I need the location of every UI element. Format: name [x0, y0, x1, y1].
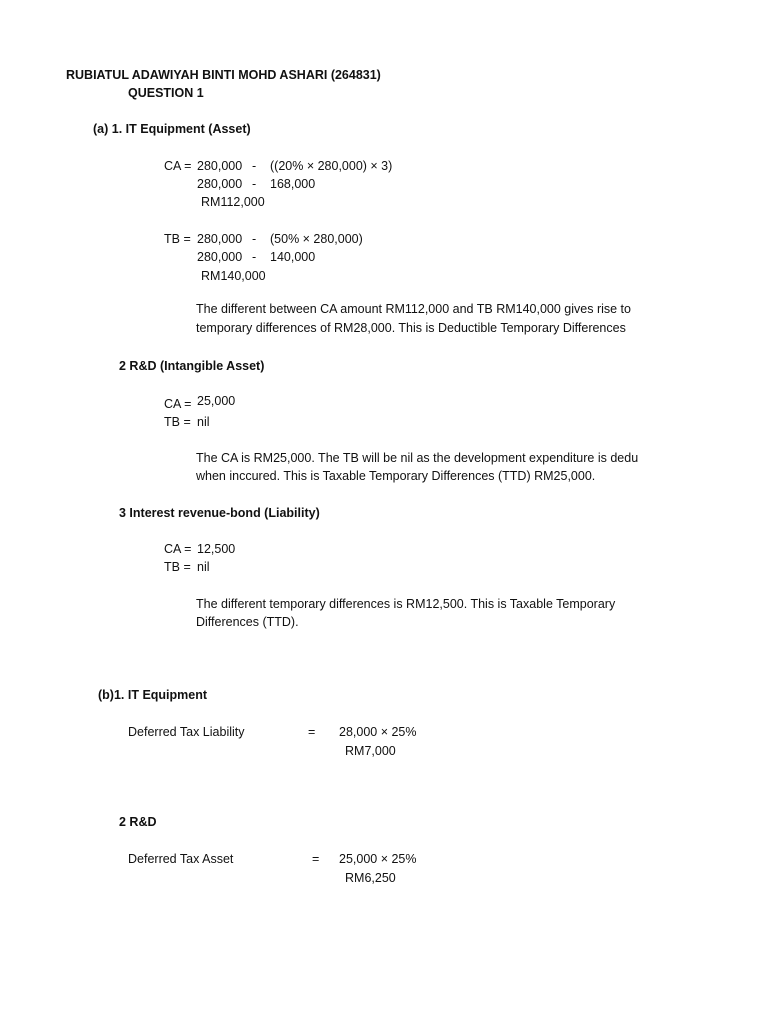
ca-line2-expression: 168,000 — [270, 177, 316, 191]
explanation-line: The CA is RM25,000. The TB will be nil as the development expenditure is dedu — [196, 451, 639, 465]
tb-result: RM140,000 — [201, 269, 266, 283]
deferred-tax-liability-label: Deferred Tax Liability — [128, 725, 245, 739]
ca-value: 25,000 — [197, 394, 236, 408]
tb-line2-value: 280,000 — [197, 250, 243, 264]
tb-label: TB = — [164, 415, 191, 429]
ca-line1-value: 280,000 — [197, 159, 243, 173]
ca-line2-value: 280,000 — [197, 177, 243, 191]
tb-line1-value: 280,000 — [197, 232, 243, 246]
explanation-line: The different between CA amount RM112,000 and TB RM140,000 gives rise to — [196, 302, 631, 316]
part-b-item1-heading: (b)1. IT Equipment — [98, 688, 208, 702]
explanation-line: when inccured. This is Taxable Temporary Differences (TTD) RM25,000. — [196, 469, 596, 483]
part-a-item1-heading: (a) 1. IT Equipment (Asset) — [93, 122, 251, 136]
ca-label: CA = — [164, 542, 192, 556]
equals-sign: = — [312, 852, 320, 866]
deferred-tax-result: RM7,000 — [345, 744, 396, 758]
tb-label: TB = — [164, 560, 191, 574]
explanation-line: The different temporary differences is RM12,500. This is Taxable Temporary — [196, 597, 616, 611]
ca-line1-operator: - — [252, 159, 257, 173]
tb-line1-expression: (50% × 280,000) — [270, 232, 363, 246]
ca-line2-operator: - — [252, 177, 257, 191]
deferred-tax-result: RM6,250 — [345, 871, 396, 885]
tb-label: TB = — [164, 232, 191, 246]
part-b-item2-heading: 2 R&D — [119, 815, 157, 829]
tb-value: nil — [197, 560, 210, 574]
ca-label: CA = — [164, 159, 192, 173]
explanation-line: Differences (TTD). — [196, 615, 299, 629]
equals-sign: = — [308, 725, 316, 739]
explanation-line: temporary differences of RM28,000. This is Deductible Temporary Differences — [196, 321, 626, 335]
tb-line2-operator: - — [252, 250, 257, 264]
ca-result: RM112,000 — [201, 195, 265, 209]
question-title: QUESTION 1 — [128, 86, 204, 100]
ca-label: CA = — [164, 397, 192, 411]
tb-value: nil — [197, 415, 210, 429]
ca-value: 12,500 — [197, 542, 236, 556]
part-a-item3-heading: 3 Interest revenue-bond (Liability) — [119, 506, 320, 520]
ca-line1-expression: ((20% × 280,000) × 3) — [270, 159, 393, 173]
tb-line1-operator: - — [252, 232, 257, 246]
author-line: RUBIATUL ADAWIYAH BINTI MOHD ASHARI (264831) — [66, 68, 381, 82]
part-a-item2-heading: 2 R&D (Intangible Asset) — [119, 359, 265, 373]
deferred-tax-expression: 28,000 × 25% — [339, 725, 417, 739]
deferred-tax-expression: 25,000 × 25% — [339, 852, 417, 866]
deferred-tax-asset-label: Deferred Tax Asset — [128, 852, 234, 866]
tb-line2-expression: 140,000 — [270, 250, 316, 264]
